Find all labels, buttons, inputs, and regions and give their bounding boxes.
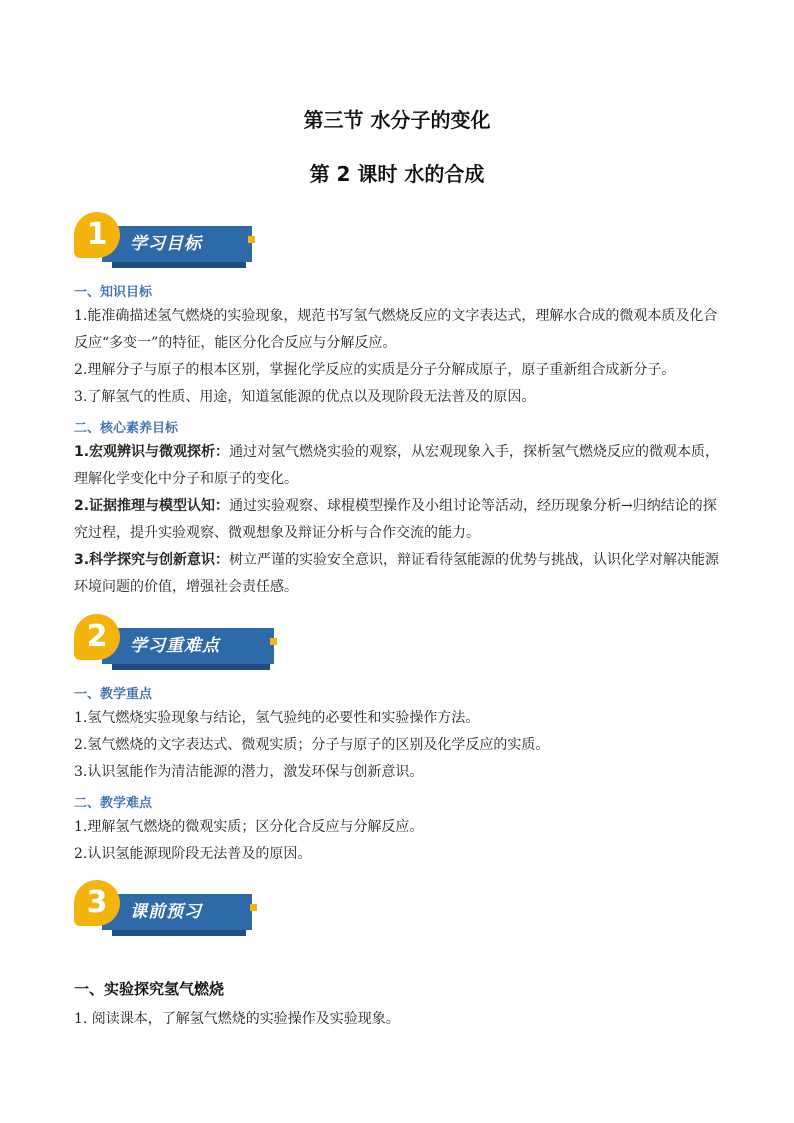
- list-item: [74, 574, 722, 601]
- list-item: [74, 547, 722, 574]
- section-banner-3: [74, 880, 284, 940]
- decorative-square-icon: [250, 904, 257, 911]
- item-text: 通过对氢气燃烧实验的观察，从宏观现象入手，探析氢气燃烧反应的微观本质，: [229, 444, 720, 460]
- list-item: 1. 阅读课本，了解氢气燃烧的实验操作及实验现象。: [74, 1011, 400, 1027]
- section-label: 学习目标: [102, 226, 252, 262]
- list-item: 2.氢气燃烧的文字表达式、微观实质；分子与原子的区别及化学反应的实质。: [74, 737, 550, 753]
- list-item: [74, 466, 722, 493]
- page-title: 第三节 水分子的变化: [303, 108, 491, 132]
- section-number-badge: 2: [74, 614, 120, 660]
- item-text: 究过程，提升实验观察、微观想象及辩证分析与合作交流的能力。: [74, 525, 480, 541]
- list-item: 反应“多变一”的特征，能区分化合反应与分解反应。: [74, 335, 397, 351]
- list-item: 3.了解氢气的性质、用途，知道氢能源的优点以及现阶段无法普及的原因。: [74, 389, 536, 405]
- list-item: [74, 493, 722, 520]
- list-item: 1.能准确描述氢气燃烧的实验现象，规范书写氢气燃烧反应的文字表达式，理解水合成的微观本质及化合: [74, 308, 718, 324]
- item-text: 环境问题的价值，增强社会责任感。: [74, 579, 298, 595]
- list-item: 3.认识氢能作为清洁能源的潜力，激发环保与创新意识。: [74, 764, 424, 780]
- group-heading: 一、实验探究氢气燃烧: [74, 980, 225, 998]
- group-heading: 一、教学重点: [74, 687, 153, 702]
- section-label: 课前预习: [102, 894, 252, 930]
- item-text: 树立严谨的实验安全意识，辩证看待氢能源的优势与挑战，认识化学对解决能源: [229, 552, 720, 568]
- section-banner-1: [74, 212, 284, 272]
- decorative-square-icon: [270, 638, 277, 645]
- list-item: 1.氢气燃烧实验现象与结论，氢气验纯的必要性和实验操作方法。: [74, 710, 480, 726]
- group-heading: 一、知识目标: [74, 285, 153, 300]
- group-heading: 二、教学难点: [74, 796, 153, 811]
- item-label: 1.宏观辨识与微观探析：: [74, 444, 230, 460]
- item-text: 理解化学变化中分子和原子的变化。: [74, 471, 298, 487]
- decorative-square-icon: [248, 236, 255, 243]
- section-banner-2: [74, 614, 284, 674]
- page-subtitle: 第 2 课时 水的合成: [309, 162, 485, 186]
- list-item: 2.认识氢能源现阶段无法普及的原因。: [74, 846, 312, 862]
- list-item: [74, 520, 722, 547]
- list-item: [74, 439, 722, 466]
- item-text: 通过实验观察、球棍模型操作及小组讨论等活动，经历现象分析→归纳结论的探: [229, 498, 717, 514]
- item-label: 3.科学探究与创新意识：: [74, 552, 230, 568]
- list-item: 2.理解分子与原子的根本区别，掌握化学反应的实质是分子分解成原子，原子重新组合成新分子。: [74, 362, 676, 378]
- group-heading: 二、核心素养目标: [74, 421, 179, 436]
- section-number-badge: 1: [74, 212, 120, 258]
- item-label: 2.证据推理与模型认知：: [74, 498, 230, 514]
- section-number-badge: 3: [74, 880, 120, 926]
- list-item: 1.理解氢气燃烧的微观实质；区分化合反应与分解反应。: [74, 819, 424, 835]
- section-label: 学习重难点: [102, 628, 274, 664]
